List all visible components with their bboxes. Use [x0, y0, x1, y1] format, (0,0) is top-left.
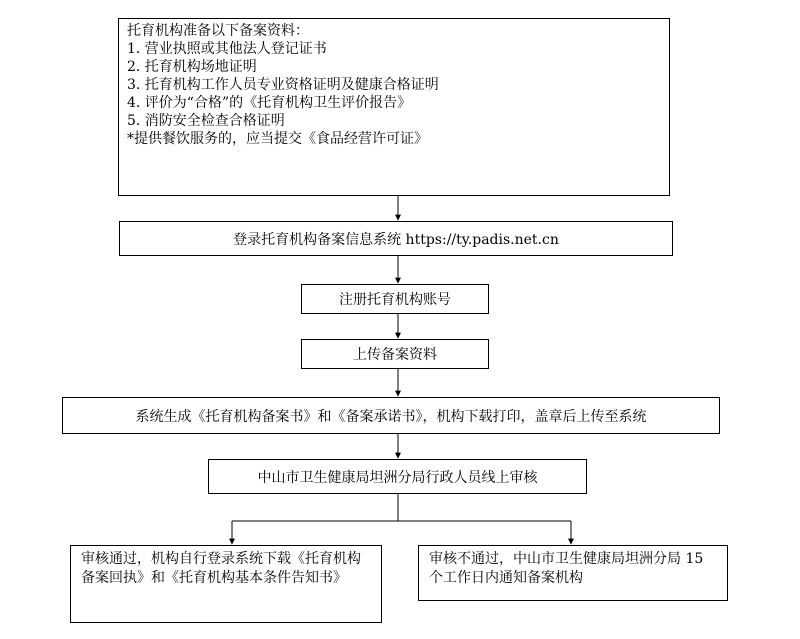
step-login-system: [119, 221, 673, 256]
step-online-review: [208, 459, 587, 494]
materials-item: 5. 消防安全检查合格证明: [127, 113, 285, 129]
materials-item: 3. 托育机构工作人员专业资格证明及健康合格证明: [127, 77, 439, 93]
materials-item: 2. 托育机构场地证明: [127, 59, 257, 75]
outcome-approved-label: 审核通过，机构自行登录系统下载《托育机构备案回执》和《托育机构基本条件告知书》: [81, 551, 361, 586]
step-upload-materials: [301, 339, 489, 369]
step-register-label: 注册托育机构账号: [339, 292, 451, 308]
materials-box: [118, 18, 670, 196]
step-register-account: [301, 284, 489, 314]
materials-title: 托育机构准备以下备案资料：: [127, 23, 309, 39]
step-login-label: 登录托育机构备案信息系统 https://ty.padis.net.cn: [233, 231, 559, 248]
step-generate-documents: [62, 397, 720, 434]
outcome-rejected-label: 审核不通过，中山市卫生健康局坦洲分局 15 个工作日内通知备案机构: [429, 551, 704, 586]
outcome-approved: [70, 545, 382, 623]
step-generate-label: 系统生成《托育机构备案书》和《备案承诺书》，机构下载打印，盖章后上传至系统: [135, 408, 647, 425]
materials-item: 4. 评价为“合格”的《托育机构卫生评价报告》: [127, 95, 412, 111]
step-review-label: 中山市卫生健康局坦洲分局行政人员线上审核: [257, 469, 538, 486]
materials-note: *提供餐饮服务的，应当提交《食品经营许可证》: [127, 131, 428, 147]
outcome-rejected: [418, 545, 728, 601]
materials-item: 1. 营业执照或其他法人登记证书: [127, 41, 327, 57]
step-upload-label: 上传备案资料: [353, 347, 437, 363]
